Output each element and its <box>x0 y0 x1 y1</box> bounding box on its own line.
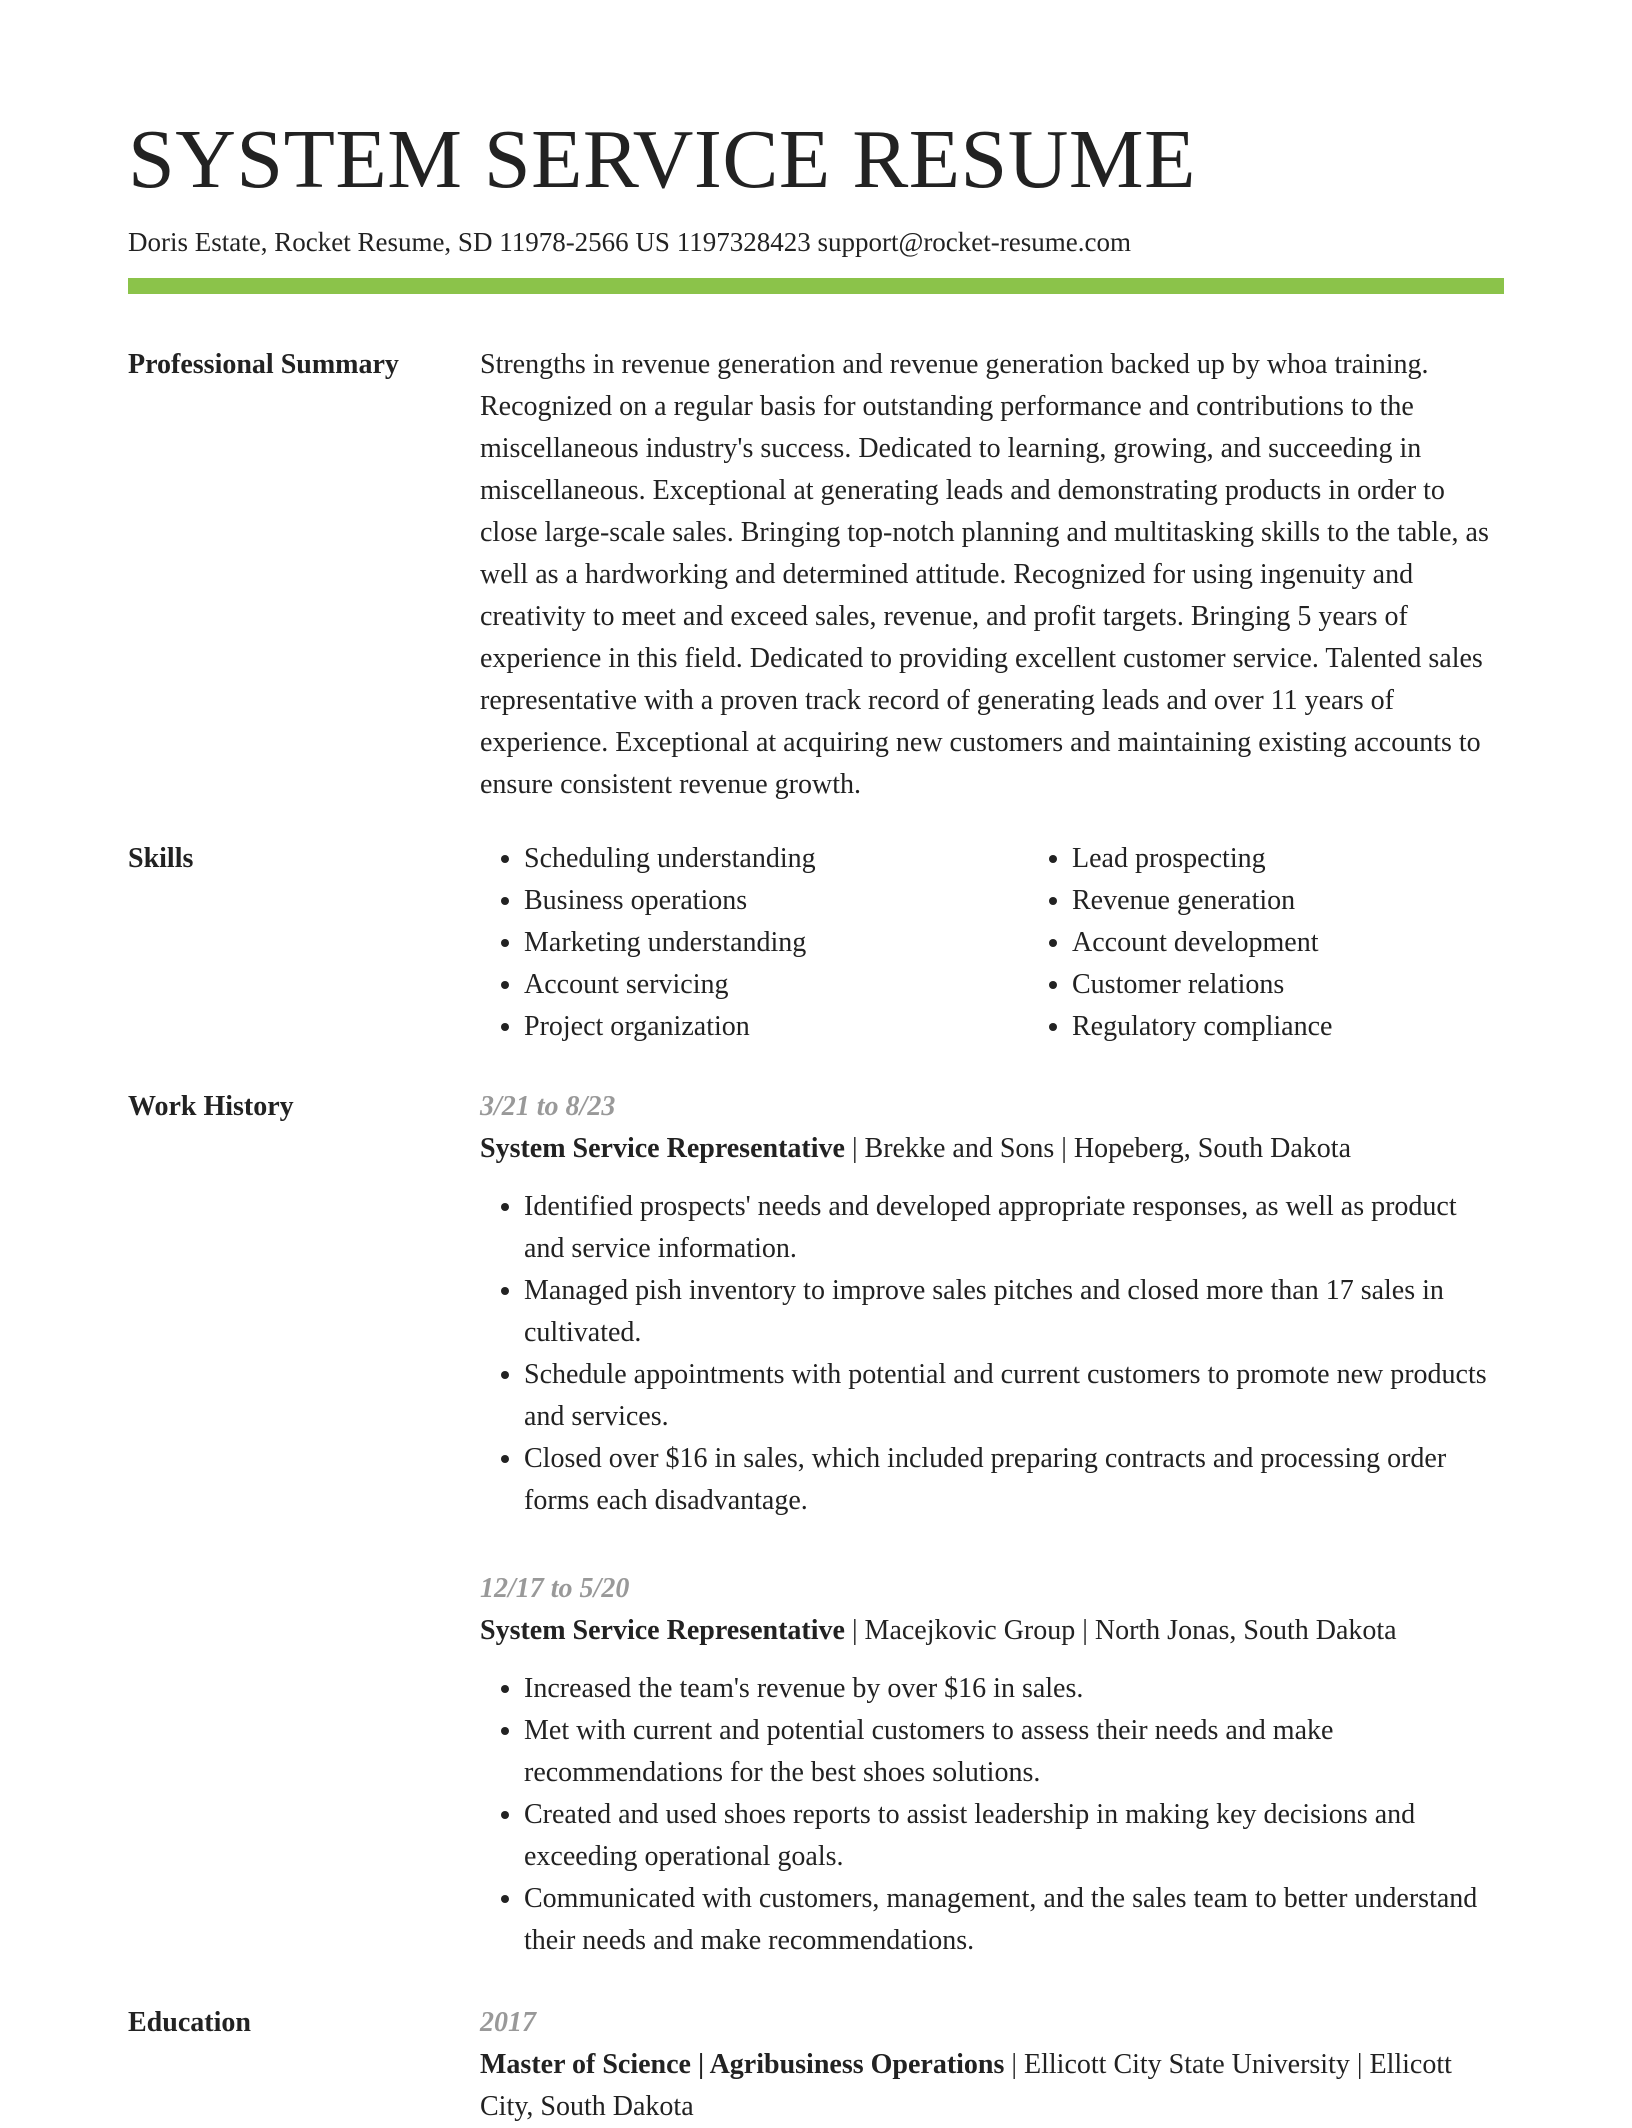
header-divider <box>128 278 1504 294</box>
contact-line: Doris Estate, Rocket Resume, SD 11978-2566 US 1197328423 support@rocket-resume.com <box>128 227 1131 257</box>
job-title-line <box>480 1128 1504 1170</box>
job-entry <box>480 1568 1504 1962</box>
summary-heading: Professional Summary <box>128 349 399 381</box>
job-bullet: • Identified prospects' needs and developed appropriate responses, as well as product and service information. <box>524 1186 1504 1270</box>
education-section <box>128 2002 1504 2128</box>
education-line <box>480 2044 1504 2128</box>
work-history-body <box>480 1086 1504 1962</box>
summary-section <box>128 344 1504 806</box>
skills-columns <box>480 838 1576 1048</box>
work-history-heading: Work History <box>128 1091 294 1123</box>
job-title: System Service Representative <box>480 1615 845 1647</box>
skill-item: • Regulatory compliance <box>1072 1006 1576 1048</box>
job-entry <box>480 1086 1504 1522</box>
skill-item: • Project organization <box>524 1006 1028 1048</box>
summary-text: Strengths in revenue generation and revenue generation backed up by whoa training. Recognized on a regular basis for outstanding performance and contributions to the miscellaneous industry's success. Dedicated to learning, growing, and succeeding in miscellaneous. Exceptional at generating leads and demonstrating products in order to close large-scale sales. Bringing top-notch planning and multitasking skills to the table, as well as a hardworking and determined attitude. Recognized for using ingenuity and creativity to meet and exceed sales, revenue, and profit targets. Bringing 5 years of experience in this field. Dedicated to providing excellent customer service. Talented sales representative with a proven track record of generating leads and over 11 years of experience. Exceptional at acquiring new customers and maintaining existing accounts to ensure consistent revenue growth. <box>480 349 1489 801</box>
job-bullet: • Communicated with customers, management, and the sales team to better understand their needs and make recommendations. <box>524 1878 1504 1962</box>
skills-section <box>128 838 1504 1048</box>
job-employer-location: | Macejkovic Group | North Jonas, South Dakota <box>844 1615 1397 1647</box>
job-title: System Service Representative <box>480 1133 845 1165</box>
job-employer-location: | Brekke and Sons | Hopeberg, South Dakota <box>844 1133 1352 1165</box>
skills-heading: Skills <box>128 843 194 875</box>
job-bullet: • Closed over $16 in sales, which included preparing contracts and processing order forms each disadvantage. <box>524 1438 1504 1522</box>
skill-item: • Business operations <box>524 880 1028 922</box>
job-bullets <box>480 1186 1504 1522</box>
job-bullets <box>480 1668 1504 1962</box>
job-bullet: • Increased the team's revenue by over $16 in sales. <box>524 1668 1504 1710</box>
resume-title: SYSTEM SERVICE RESUME <box>128 113 1196 206</box>
work-history-section <box>128 1086 1504 1962</box>
skill-item: • Revenue generation <box>1072 880 1576 922</box>
education-school-location: | Ellicott City State University | Ellicott City, South Dakota <box>480 2049 1452 2123</box>
education-heading: Education <box>128 2007 251 2039</box>
job-bullet: • Created and used shoes reports to assist leadership in making key decisions and exceeding operational goals. <box>524 1794 1504 1878</box>
job-title-line <box>480 1610 1504 1652</box>
skill-item: • Customer relations <box>1072 964 1576 1006</box>
skills-list-left <box>480 838 1028 1048</box>
skill-item: • Marketing understanding <box>524 922 1028 964</box>
education-body <box>480 2002 1504 2128</box>
job-date: 3/21 to 8/23 <box>480 1091 616 1123</box>
skill-item: • Account development <box>1072 922 1576 964</box>
job-bullet: • Schedule appointments with potential and current customers to promote new products and services. <box>524 1354 1504 1438</box>
skill-item: • Lead prospecting <box>1072 838 1576 880</box>
job-date: 12/17 to 5/20 <box>480 1573 630 1605</box>
skills-list-right <box>1028 838 1576 1048</box>
job-bullet: • Met with current and potential customers to assess their needs and make recommendations for the best shoes solutions. <box>524 1710 1504 1794</box>
skill-item: • Scheduling understanding <box>524 838 1028 880</box>
job-bullet: • Managed pish inventory to improve sales pitches and closed more than 17 sales in cultivated. <box>524 1270 1504 1354</box>
education-date: 2017 <box>480 2007 536 2039</box>
skill-item: • Account servicing <box>524 964 1028 1006</box>
skills-body <box>480 838 1576 1048</box>
education-degree: Master of Science | Agribusiness Operations <box>480 2049 1005 2081</box>
